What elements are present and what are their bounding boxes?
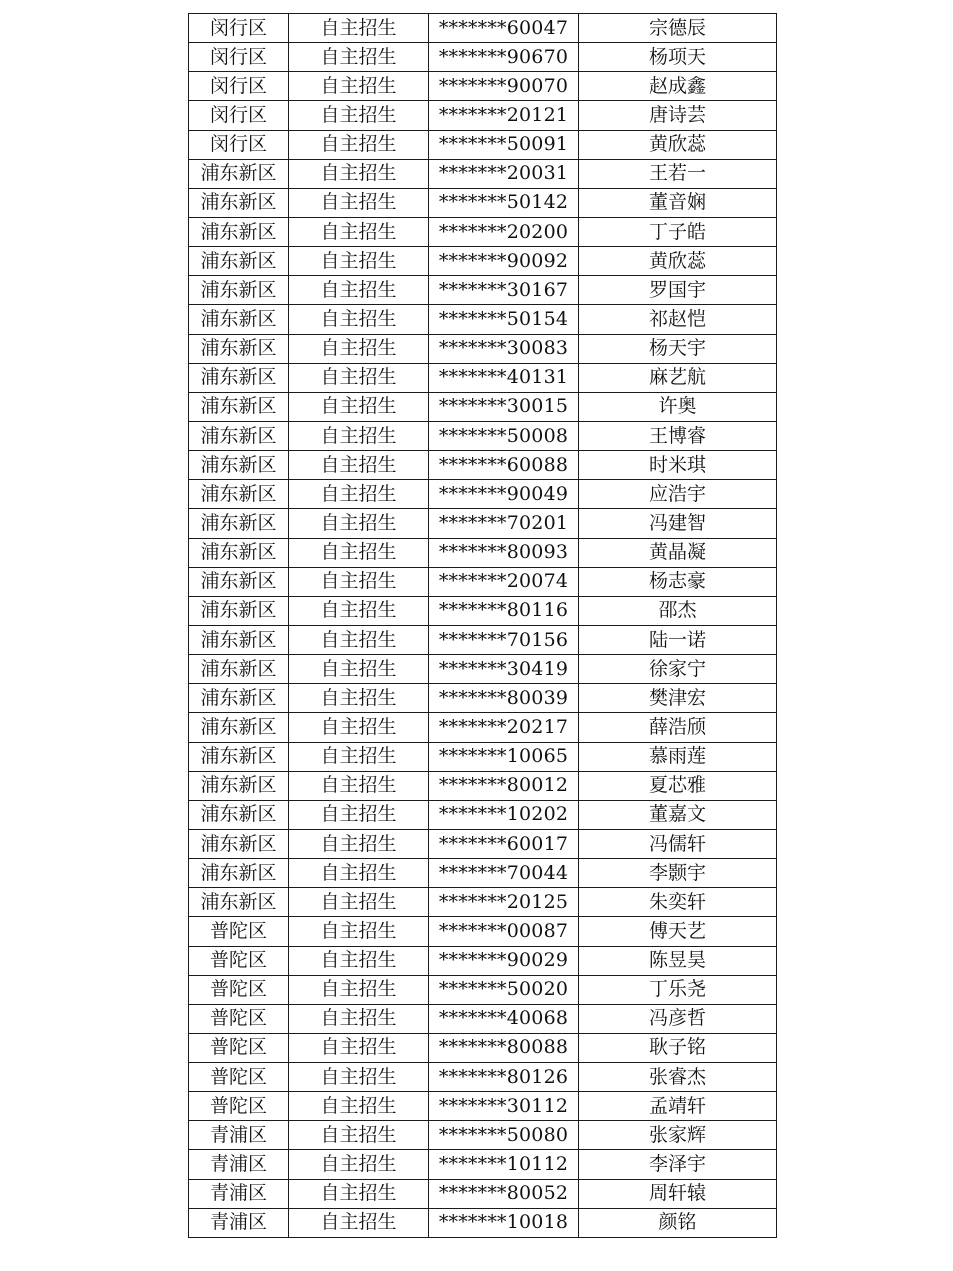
masked-id-cell: *******10112 [429,1150,579,1179]
masked-id-cell: *******10065 [429,742,579,771]
admission-type-cell: 自主招生 [289,713,429,742]
masked-id-cell: *******60088 [429,451,579,480]
student-name-cell: 麻艺航 [579,363,777,392]
masked-id-cell: *******30015 [429,392,579,421]
district-cell: 浦东新区 [189,538,289,567]
masked-id-cell: *******20125 [429,888,579,917]
masked-id-cell: *******10202 [429,800,579,829]
district-cell: 普陀区 [189,1033,289,1062]
table-row [189,917,777,946]
district-cell: 浦东新区 [189,334,289,363]
student-name-cell: 王博睿 [579,421,777,450]
student-name-cell: 冯建智 [579,509,777,538]
masked-id-cell: *******00087 [429,917,579,946]
table-row [189,421,777,450]
student-name-cell: 陈昱昊 [579,946,777,975]
masked-id-cell: *******50142 [429,188,579,217]
masked-id-cell: *******70156 [429,625,579,654]
table-row [189,247,777,276]
student-name-cell: 冯彦哲 [579,1004,777,1033]
student-name-cell: 樊津宏 [579,684,777,713]
student-name-cell: 张睿杰 [579,1063,777,1092]
district-cell: 普陀区 [189,1063,289,1092]
table-row [189,392,777,421]
district-cell: 青浦区 [189,1208,289,1237]
admission-type-cell: 自主招生 [289,509,429,538]
student-name-cell: 祁赵恺 [579,305,777,334]
admission-type-cell: 自主招生 [289,451,429,480]
table-row [189,1179,777,1208]
student-name-cell: 董音娴 [579,188,777,217]
masked-id-cell: *******90670 [429,43,579,72]
table-row [189,800,777,829]
district-cell: 浦东新区 [189,392,289,421]
district-cell: 浦东新区 [189,625,289,654]
table-row [189,538,777,567]
table-row [189,888,777,917]
student-name-cell: 黄晶凝 [579,538,777,567]
admission-type-cell: 自主招生 [289,567,429,596]
table-row [189,1208,777,1237]
masked-id-cell: *******80039 [429,684,579,713]
table-row [189,217,777,246]
student-name-cell: 张家辉 [579,1121,777,1150]
student-name-cell: 李颢宇 [579,859,777,888]
admission-type-cell: 自主招生 [289,247,429,276]
table-row [189,1092,777,1121]
masked-id-cell: *******70201 [429,509,579,538]
student-name-cell: 周轩辕 [579,1179,777,1208]
admission-type-cell: 自主招生 [289,130,429,159]
student-name-cell: 黄欣蕊 [579,247,777,276]
student-name-cell: 朱奕轩 [579,888,777,917]
masked-id-cell: *******80126 [429,1063,579,1092]
masked-id-cell: *******40068 [429,1004,579,1033]
admission-type-cell: 自主招生 [289,1179,429,1208]
admission-type-cell: 自主招生 [289,596,429,625]
table-row [189,655,777,684]
table-row [189,159,777,188]
table-row [189,43,777,72]
district-cell: 浦东新区 [189,567,289,596]
admission-type-cell: 自主招生 [289,859,429,888]
district-cell: 浦东新区 [189,509,289,538]
table-row [189,946,777,975]
district-cell: 浦东新区 [189,742,289,771]
admission-type-cell: 自主招生 [289,684,429,713]
admission-type-cell: 自主招生 [289,217,429,246]
table-row [189,305,777,334]
table-body [189,14,777,1238]
admission-type-cell: 自主招生 [289,1121,429,1150]
student-name-cell: 夏芯雅 [579,771,777,800]
district-cell: 青浦区 [189,1150,289,1179]
district-cell: 浦东新区 [189,888,289,917]
admission-type-cell: 自主招生 [289,276,429,305]
masked-id-cell: *******20200 [429,217,579,246]
admission-type-cell: 自主招生 [289,771,429,800]
district-cell: 浦东新区 [189,684,289,713]
masked-id-cell: *******50154 [429,305,579,334]
table-row [189,101,777,130]
district-cell: 普陀区 [189,1004,289,1033]
district-cell: 浦东新区 [189,188,289,217]
table-row [189,1063,777,1092]
student-name-cell: 丁子皓 [579,217,777,246]
admission-type-cell: 自主招生 [289,14,429,43]
table-row [189,771,777,800]
table-row [189,72,777,101]
district-cell: 闵行区 [189,14,289,43]
admission-type-cell: 自主招生 [289,392,429,421]
masked-id-cell: *******90070 [429,72,579,101]
masked-id-cell: *******50020 [429,975,579,1004]
admission-table [188,13,777,1238]
masked-id-cell: *******20121 [429,101,579,130]
table-row [189,276,777,305]
table-row [189,480,777,509]
student-name-cell: 宗德辰 [579,14,777,43]
district-cell: 普陀区 [189,917,289,946]
student-name-cell: 董嘉文 [579,800,777,829]
table-row [189,567,777,596]
district-cell: 浦东新区 [189,713,289,742]
student-name-cell: 薛浩颀 [579,713,777,742]
district-cell: 浦东新区 [189,305,289,334]
admission-type-cell: 自主招生 [289,305,429,334]
admission-type-cell: 自主招生 [289,1208,429,1237]
student-name-cell: 孟靖轩 [579,1092,777,1121]
admission-type-cell: 自主招生 [289,159,429,188]
admission-type-cell: 自主招生 [289,363,429,392]
district-cell: 浦东新区 [189,217,289,246]
table-row [189,1121,777,1150]
admission-type-cell: 自主招生 [289,888,429,917]
student-name-cell: 傅天艺 [579,917,777,946]
district-cell: 浦东新区 [189,771,289,800]
roster-sheet [188,13,776,1238]
masked-id-cell: *******90092 [429,247,579,276]
masked-id-cell: *******60047 [429,14,579,43]
district-cell: 浦东新区 [189,247,289,276]
masked-id-cell: *******80093 [429,538,579,567]
admission-type-cell: 自主招生 [289,1063,429,1092]
student-name-cell: 赵成鑫 [579,72,777,101]
district-cell: 浦东新区 [189,451,289,480]
admission-type-cell: 自主招生 [289,917,429,946]
admission-type-cell: 自主招生 [289,946,429,975]
masked-id-cell: *******50080 [429,1121,579,1150]
table-row [189,14,777,43]
masked-id-cell: *******50091 [429,130,579,159]
student-name-cell: 罗国宇 [579,276,777,305]
masked-id-cell: *******20217 [429,713,579,742]
table-row [189,1004,777,1033]
student-name-cell: 李泽宇 [579,1150,777,1179]
masked-id-cell: *******30083 [429,334,579,363]
admission-type-cell: 自主招生 [289,101,429,130]
table-row [189,829,777,858]
student-name-cell: 杨天宇 [579,334,777,363]
district-cell: 青浦区 [189,1179,289,1208]
table-row [189,684,777,713]
masked-id-cell: *******10018 [429,1208,579,1237]
district-cell: 浦东新区 [189,859,289,888]
admission-type-cell: 自主招生 [289,1033,429,1062]
table-row [189,451,777,480]
masked-id-cell: *******80088 [429,1033,579,1062]
student-name-cell: 王若一 [579,159,777,188]
student-name-cell: 耿子铭 [579,1033,777,1062]
masked-id-cell: *******50008 [429,421,579,450]
student-name-cell: 邵杰 [579,596,777,625]
table-row [189,334,777,363]
student-name-cell: 时米琪 [579,451,777,480]
table-row [189,859,777,888]
masked-id-cell: *******30167 [429,276,579,305]
district-cell: 普陀区 [189,946,289,975]
admission-type-cell: 自主招生 [289,742,429,771]
masked-id-cell: *******90049 [429,480,579,509]
district-cell: 闵行区 [189,72,289,101]
admission-type-cell: 自主招生 [289,1004,429,1033]
admission-type-cell: 自主招生 [289,538,429,567]
masked-id-cell: *******40131 [429,363,579,392]
masked-id-cell: *******80116 [429,596,579,625]
table-row [189,596,777,625]
admission-type-cell: 自主招生 [289,1150,429,1179]
table-row [189,1150,777,1179]
table-row [189,1033,777,1062]
table-row [189,625,777,654]
district-cell: 普陀区 [189,1092,289,1121]
district-cell: 浦东新区 [189,159,289,188]
district-cell: 浦东新区 [189,829,289,858]
admission-type-cell: 自主招生 [289,334,429,363]
district-cell: 闵行区 [189,130,289,159]
student-name-cell: 徐家宁 [579,655,777,684]
table-row [189,363,777,392]
table-row [189,742,777,771]
table-row [189,509,777,538]
admission-type-cell: 自主招生 [289,829,429,858]
student-name-cell: 唐诗芸 [579,101,777,130]
student-name-cell: 慕雨莲 [579,742,777,771]
masked-id-cell: *******30419 [429,655,579,684]
admission-type-cell: 自主招生 [289,188,429,217]
masked-id-cell: *******60017 [429,829,579,858]
district-cell: 浦东新区 [189,596,289,625]
masked-id-cell: *******20031 [429,159,579,188]
masked-id-cell: *******70044 [429,859,579,888]
student-name-cell: 杨项天 [579,43,777,72]
admission-type-cell: 自主招生 [289,655,429,684]
masked-id-cell: *******80012 [429,771,579,800]
student-name-cell: 颜铭 [579,1208,777,1237]
student-name-cell: 黄欣蕊 [579,130,777,159]
district-cell: 浦东新区 [189,363,289,392]
admission-type-cell: 自主招生 [289,1092,429,1121]
table-row [189,975,777,1004]
district-cell: 浦东新区 [189,421,289,450]
admission-type-cell: 自主招生 [289,800,429,829]
masked-id-cell: *******30112 [429,1092,579,1121]
district-cell: 浦东新区 [189,800,289,829]
admission-type-cell: 自主招生 [289,43,429,72]
student-name-cell: 陆一诺 [579,625,777,654]
district-cell: 闵行区 [189,101,289,130]
student-name-cell: 冯儒轩 [579,829,777,858]
student-name-cell: 许奥 [579,392,777,421]
table-row [189,130,777,159]
masked-id-cell: *******90029 [429,946,579,975]
admission-type-cell: 自主招生 [289,975,429,1004]
admission-type-cell: 自主招生 [289,625,429,654]
masked-id-cell: *******80052 [429,1179,579,1208]
district-cell: 浦东新区 [189,480,289,509]
district-cell: 浦东新区 [189,276,289,305]
admission-type-cell: 自主招生 [289,480,429,509]
district-cell: 普陀区 [189,975,289,1004]
table-row [189,188,777,217]
district-cell: 闵行区 [189,43,289,72]
student-name-cell: 丁乐尧 [579,975,777,1004]
masked-id-cell: *******20074 [429,567,579,596]
admission-type-cell: 自主招生 [289,421,429,450]
student-name-cell: 应浩宇 [579,480,777,509]
student-name-cell: 杨志豪 [579,567,777,596]
district-cell: 浦东新区 [189,655,289,684]
table-row [189,713,777,742]
admission-type-cell: 自主招生 [289,72,429,101]
district-cell: 青浦区 [189,1121,289,1150]
